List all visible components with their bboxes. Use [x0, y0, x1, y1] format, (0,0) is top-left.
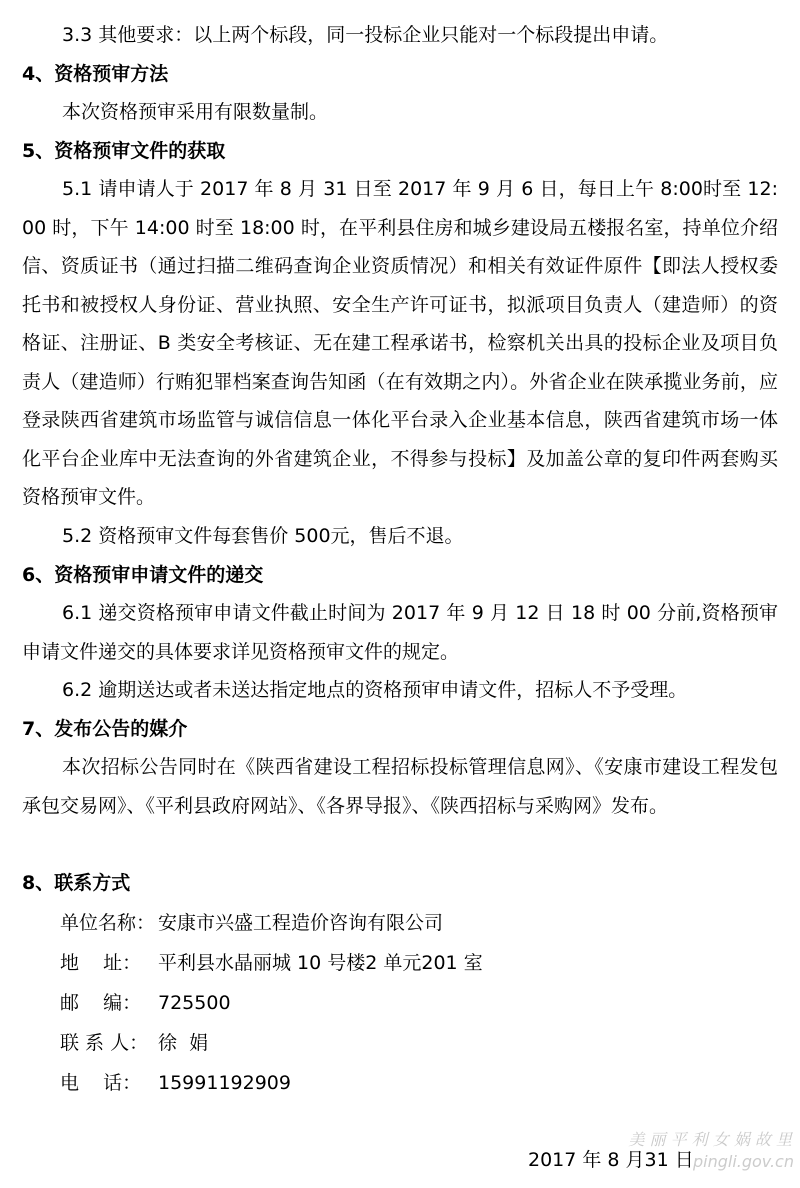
para-7: 本次招标公告同时在《陕西省建设工程招标投标管理信息网》、《安康市建设工程发包承包交易网》、《平利县政府网站》、《各界导报》、《陕西招标与采购网》发布。: [22, 756, 778, 817]
para-6-1: 6.1 递交资格预审申请文件截止时间为 2017 年 9 月 12 日 18 时 00 分前,资格预审申请文件递交的具体要求详见资格预审文件的规定。: [22, 602, 778, 663]
para-5-1: 5.1 请申请人于 2017 年 8 月 31 日至 2017 年 9 月 6 日，每日上午 8:00时至 12:00 时，下午 14:00 时至 18:00 时，在平利县住房和城乡建设局五楼报名室，持单位介绍信、资质证书（通过扫描二维码查询企业资质情况）和相关有效证件原件【即法人授权委托书和被授权人身份证、营业执照、安全生产许可证书，拟派项目负责人（建造师）的资格证、注册证、B 类安全考核证、无在建工程承诺书，检察机关出具的投标企业及项目负责人（建造师）行贿犯罪档案查询告知函（在有效期之内）。外省企业在陕承揽业务前，应登录陕西省建筑市场监管与诚信信息一体化平台录入企业基本信息，陕西省建筑市场一体化平台企业库中无法查询的外省建筑企业，不得参与投标】及加盖公章的复印件两套购买资格预审文件。: [22, 178, 778, 508]
contact-address-value: 平利县水晶丽城 10 号楼2 单元201 室: [158, 952, 483, 974]
contact-unit-value: 安康市兴盛工程造价咨询有限公司: [158, 912, 444, 934]
heading-6: 6、资格预审申请文件的递交: [22, 564, 264, 586]
contact-unit-label: 单位名称：: [60, 912, 156, 934]
heading-4: 4、资格预审方法: [22, 63, 169, 85]
contact-person-value: 徐 娟: [158, 1032, 209, 1054]
heading-7: 7、发布公告的媒介: [22, 718, 188, 740]
contact-zip-value: 725500: [158, 992, 231, 1014]
contact-person: [60, 1024, 208, 1062]
document-date: 2017 年 8 月31 日: [528, 1149, 694, 1171]
contact-address: [60, 944, 483, 982]
contact-address-label: 地 址：: [60, 952, 142, 974]
para-5-2: 5.2 资格预审文件每套售价 500元，售后不退。: [62, 525, 464, 547]
heading-8: 8、联系方式: [22, 872, 131, 894]
para-4: 本次资格预审采用有限数量制。: [62, 101, 329, 123]
contact-person-label: 联 系 人：: [60, 1032, 149, 1054]
watermark-site: pingli.gov.cn: [692, 1152, 794, 1171]
contact-zip-label: 邮 编：: [60, 992, 142, 1014]
contact-phone-value: 15991192909: [158, 1072, 291, 1094]
contact-phone: [60, 1064, 291, 1102]
para-3-3: 3.3 其他要求：以上两个标段，同一投标企业只能对一个标段提出申请。: [62, 24, 669, 46]
heading-5: 5、资格预审文件的获取: [22, 140, 226, 162]
contact-zip: [60, 984, 231, 1022]
watermark-slogan: 美 丽 平 利 女 娲 故 里: [628, 1130, 792, 1149]
contact-unit: [60, 904, 443, 942]
contact-phone-label: 电 话：: [60, 1072, 142, 1094]
para-6-2: 6.2 逾期送达或者未送达指定地点的资格预审申请文件，招标人不予受理。: [62, 679, 688, 701]
